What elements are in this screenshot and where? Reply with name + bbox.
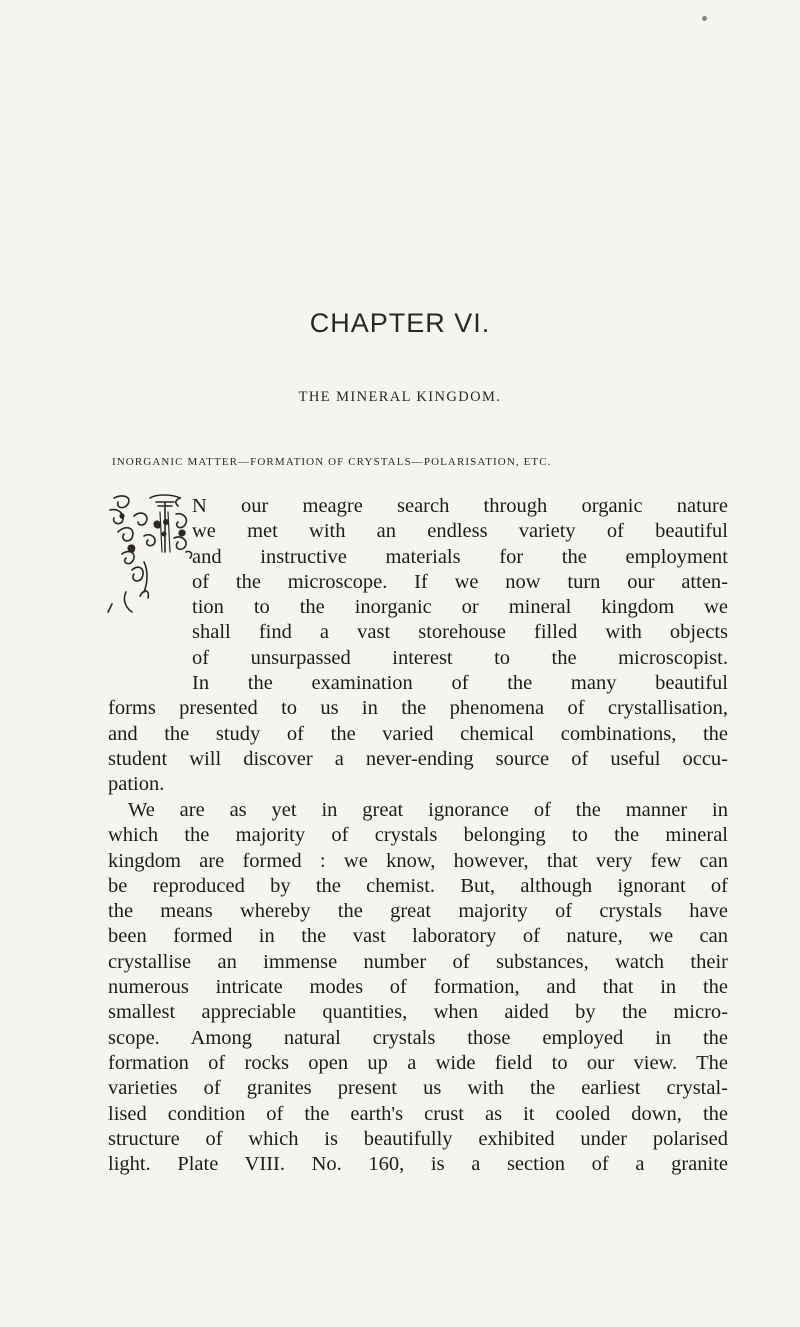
text-line: and instructive materials for the employment [192,545,728,568]
text-line: pation. [108,773,165,796]
page-speck [702,16,707,21]
text-line: and the study of the varied chemical combinations, the [108,722,728,745]
text-line: the means whereby the great majority of crystals have [108,900,728,923]
text-line: been formed in the vast laboratory of nature, we can [108,925,728,948]
paragraph-2 [108,798,728,1177]
text-line: formation of rocks open up a wide field to our view. The [108,1051,728,1074]
paragraph-1 [108,494,728,798]
text-line: scope. Among natural crystals those employed in the [108,1026,728,1049]
text-line: of the microscope. If we now turn our atten- [192,570,728,593]
text-line: We are as yet in great ignorance of the manner in [128,799,728,821]
text-line: N our meagre search through organic nature [192,495,728,517]
text-line: we met with an endless variety of beautiful [192,520,728,543]
text-line: student will discover a never-ending source of useful occu- [108,747,728,770]
text-line: kingdom are formed : we know, however, that very few can [108,849,728,872]
text-line: be reproduced by the chemist. But, although ignorant of [108,874,728,897]
text-line: light. Plate VIII. No. 160, is a section of a granite [108,1153,728,1176]
chapter-heading: CHAPTER VI. [309,308,491,338]
text-line: structure of which is beautifully exhibited under polarised [108,1127,728,1150]
text-line: forms presented to us in the phenomena of crystallisation, [108,697,728,720]
chapter-title: THE MINERAL KINGDOM. [298,389,502,405]
chapter-topics: INORGANIC MATTER—FORMATION OF CRYSTALS—POLARISATION, ETC. [112,456,552,468]
text-line: shall find a vast storehouse filled with objects [192,621,728,644]
text-line: In the examination of the many beautiful [192,672,728,695]
text-line: tion to the inorganic or mineral kingdom we [192,596,728,619]
text-line: numerous intricate modes of formation, and that in the [108,976,728,999]
text-line: of unsurpassed interest to the microscopist. [192,646,728,669]
text-line: smallest appreciable quantities, when aided by the micro- [108,1001,728,1024]
text-line: crystallise an immense number of substances, watch their [108,950,728,973]
text-line: varieties of granites present us with the earliest crystal- [108,1077,728,1100]
text-line: lised condition of the earth's crust as it cooled down, the [108,1102,728,1125]
text-line: which the majority of crystals belonging to the mineral [108,824,728,847]
